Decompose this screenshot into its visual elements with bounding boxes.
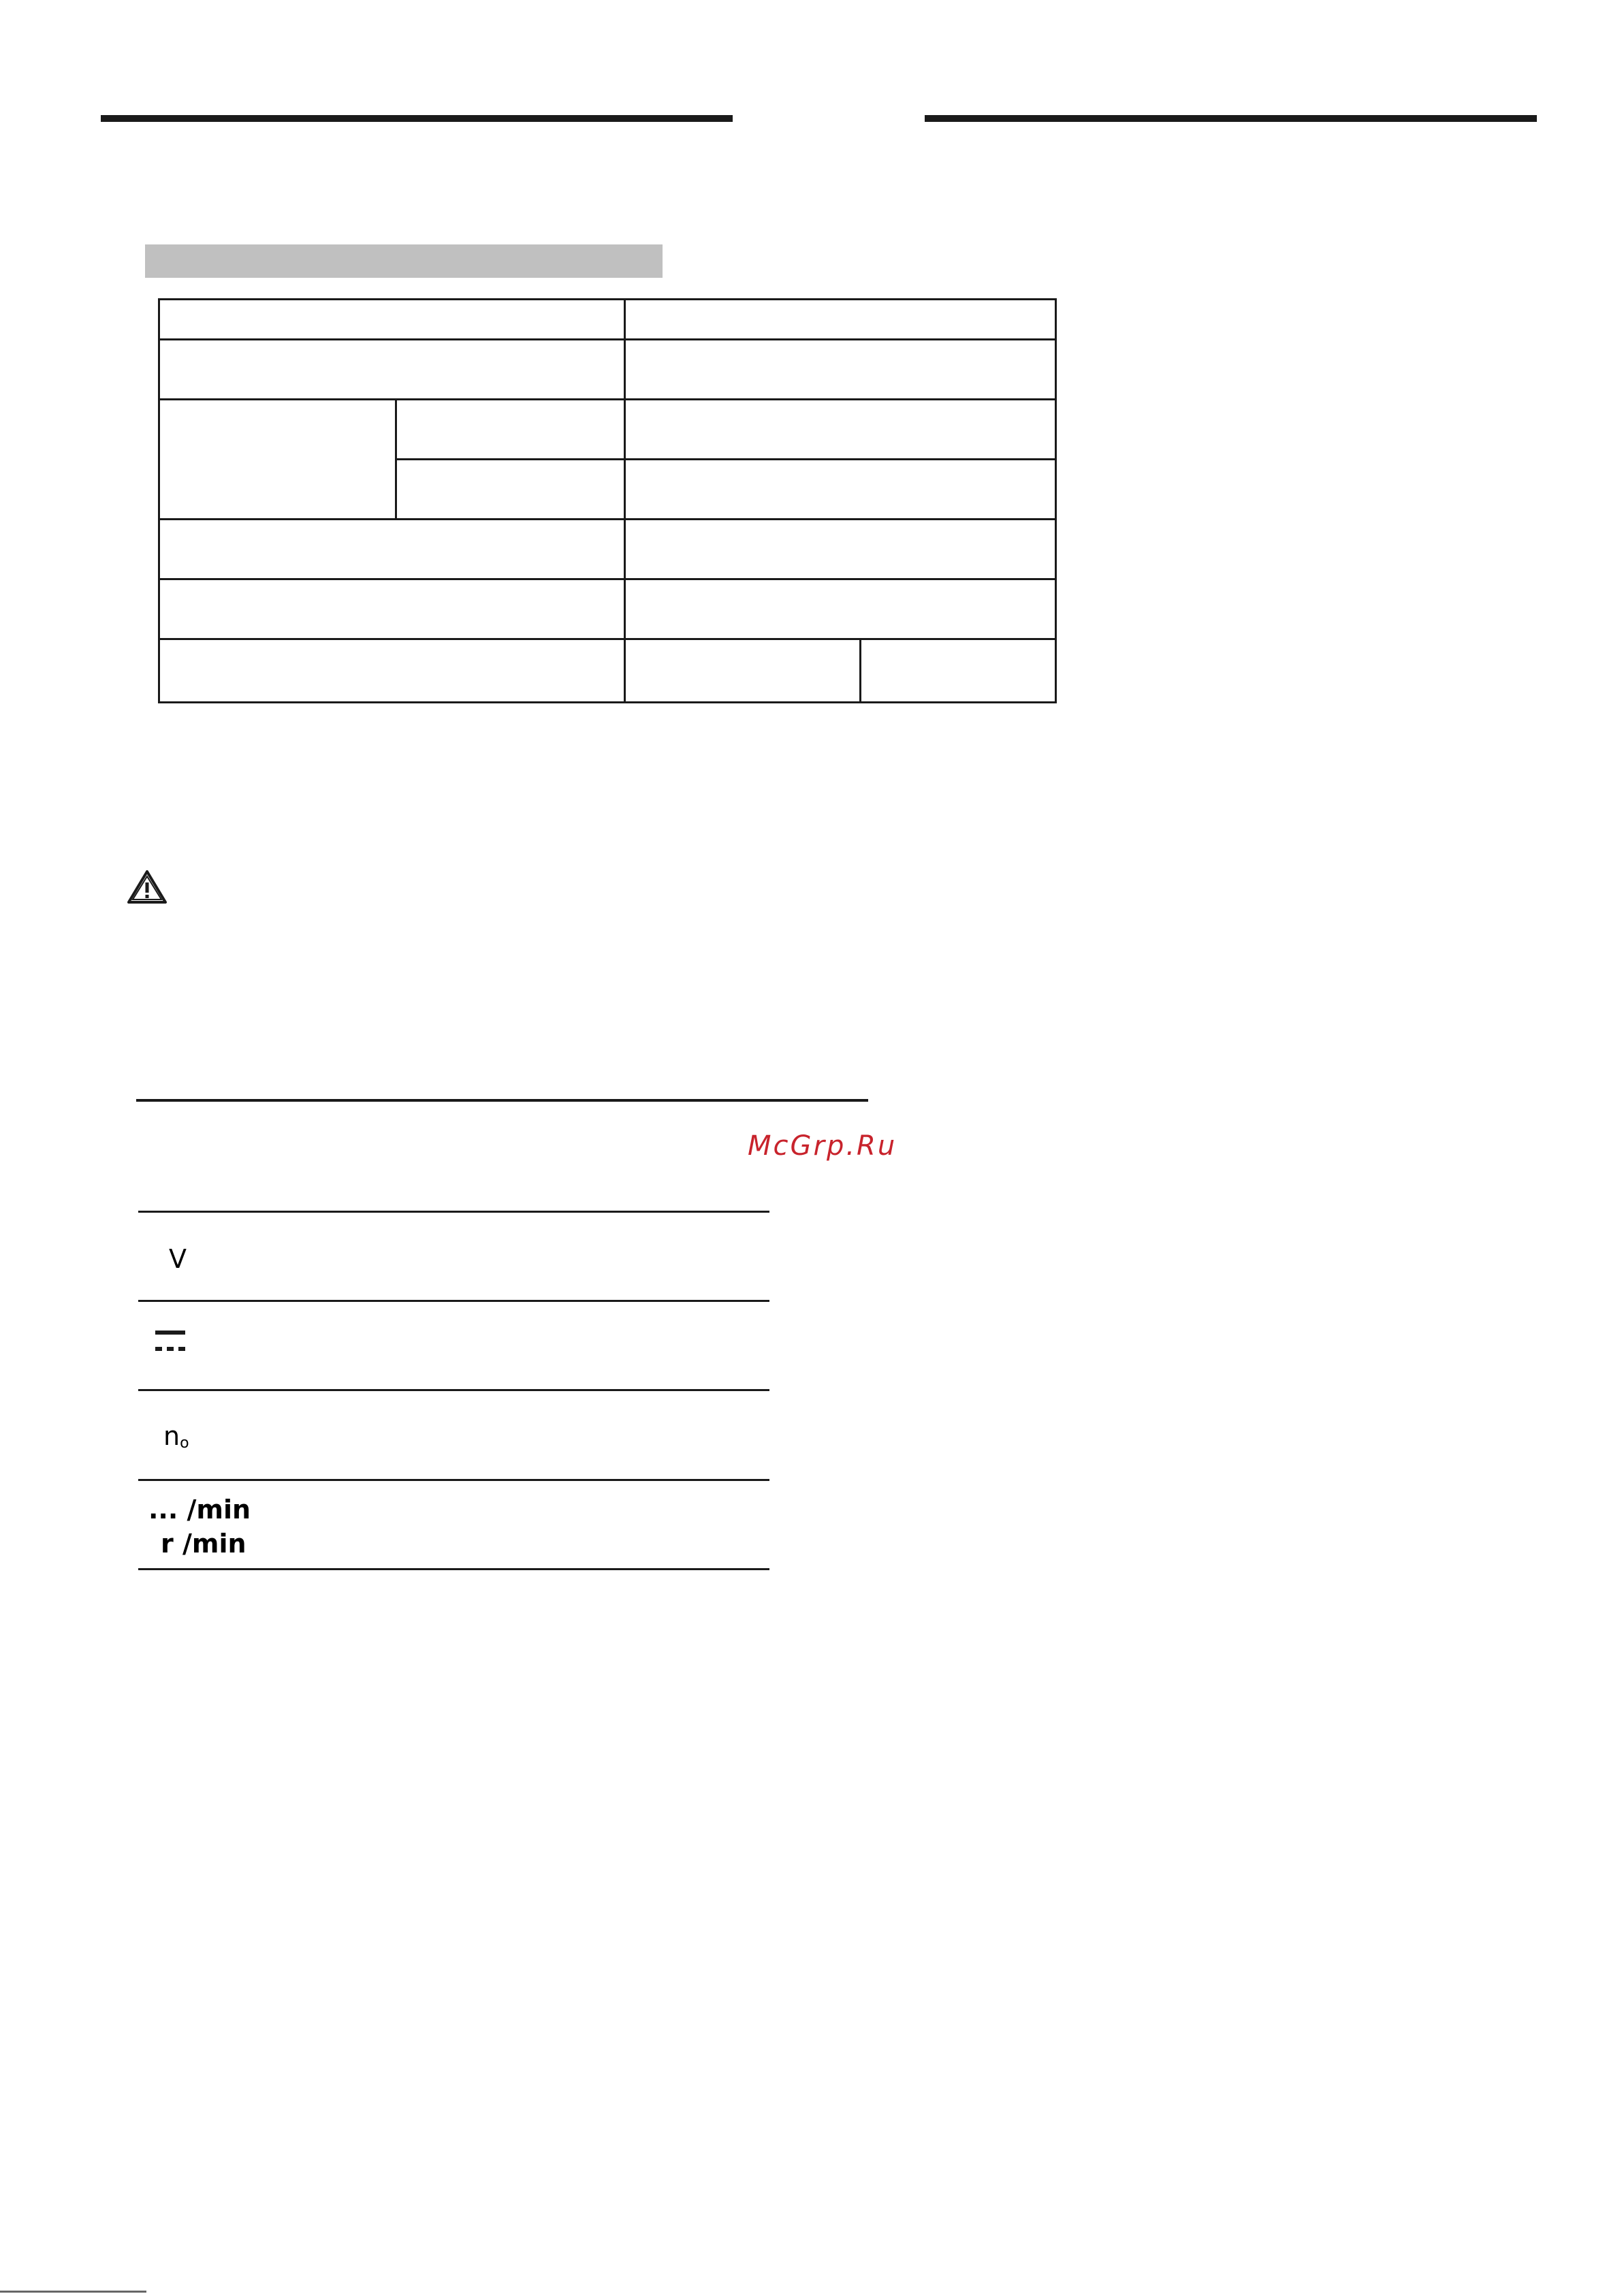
spec-table-row-divider: [160, 518, 1055, 520]
spec-table-row-divider: [160, 638, 1055, 640]
no-load-speed-symbol: [163, 1423, 189, 1451]
spec-table: [158, 298, 1057, 703]
spec-table-col-divider: [859, 638, 861, 701]
spec-table-row-divider: [160, 578, 1055, 580]
spec-table-row-divider: [160, 398, 1055, 400]
symbols-table-rule: [138, 1300, 769, 1302]
no-load-speed-letter: n: [163, 1421, 180, 1451]
rpm-symbol: r /min: [161, 1529, 246, 1559]
symbols-table-rule: [138, 1479, 769, 1481]
spec-title-bar: [145, 244, 663, 278]
spec-table-col-divider: [624, 300, 626, 701]
header-rule-left: [101, 115, 733, 122]
symbols-table-rule: [138, 1568, 769, 1570]
per-minute-symbol: ... /min: [148, 1495, 251, 1525]
warning-icon: [127, 869, 168, 904]
footer-rule: [0, 2291, 146, 2293]
spec-table-col-divider: [395, 398, 397, 518]
header-rule-right: [925, 115, 1537, 122]
direct-current-icon: [154, 1328, 188, 1355]
volt-symbol: V: [169, 1244, 187, 1274]
symbols-table-rule: [138, 1211, 769, 1213]
no-load-speed-subscript: o: [180, 1435, 189, 1452]
section-divider: [136, 1099, 868, 1102]
watermark: McGrp.Ru: [748, 1130, 897, 1162]
spec-table-row-divider: [160, 338, 1055, 340]
spec-table-row-divider: [395, 458, 1055, 460]
symbols-table-rule: [138, 1389, 769, 1391]
